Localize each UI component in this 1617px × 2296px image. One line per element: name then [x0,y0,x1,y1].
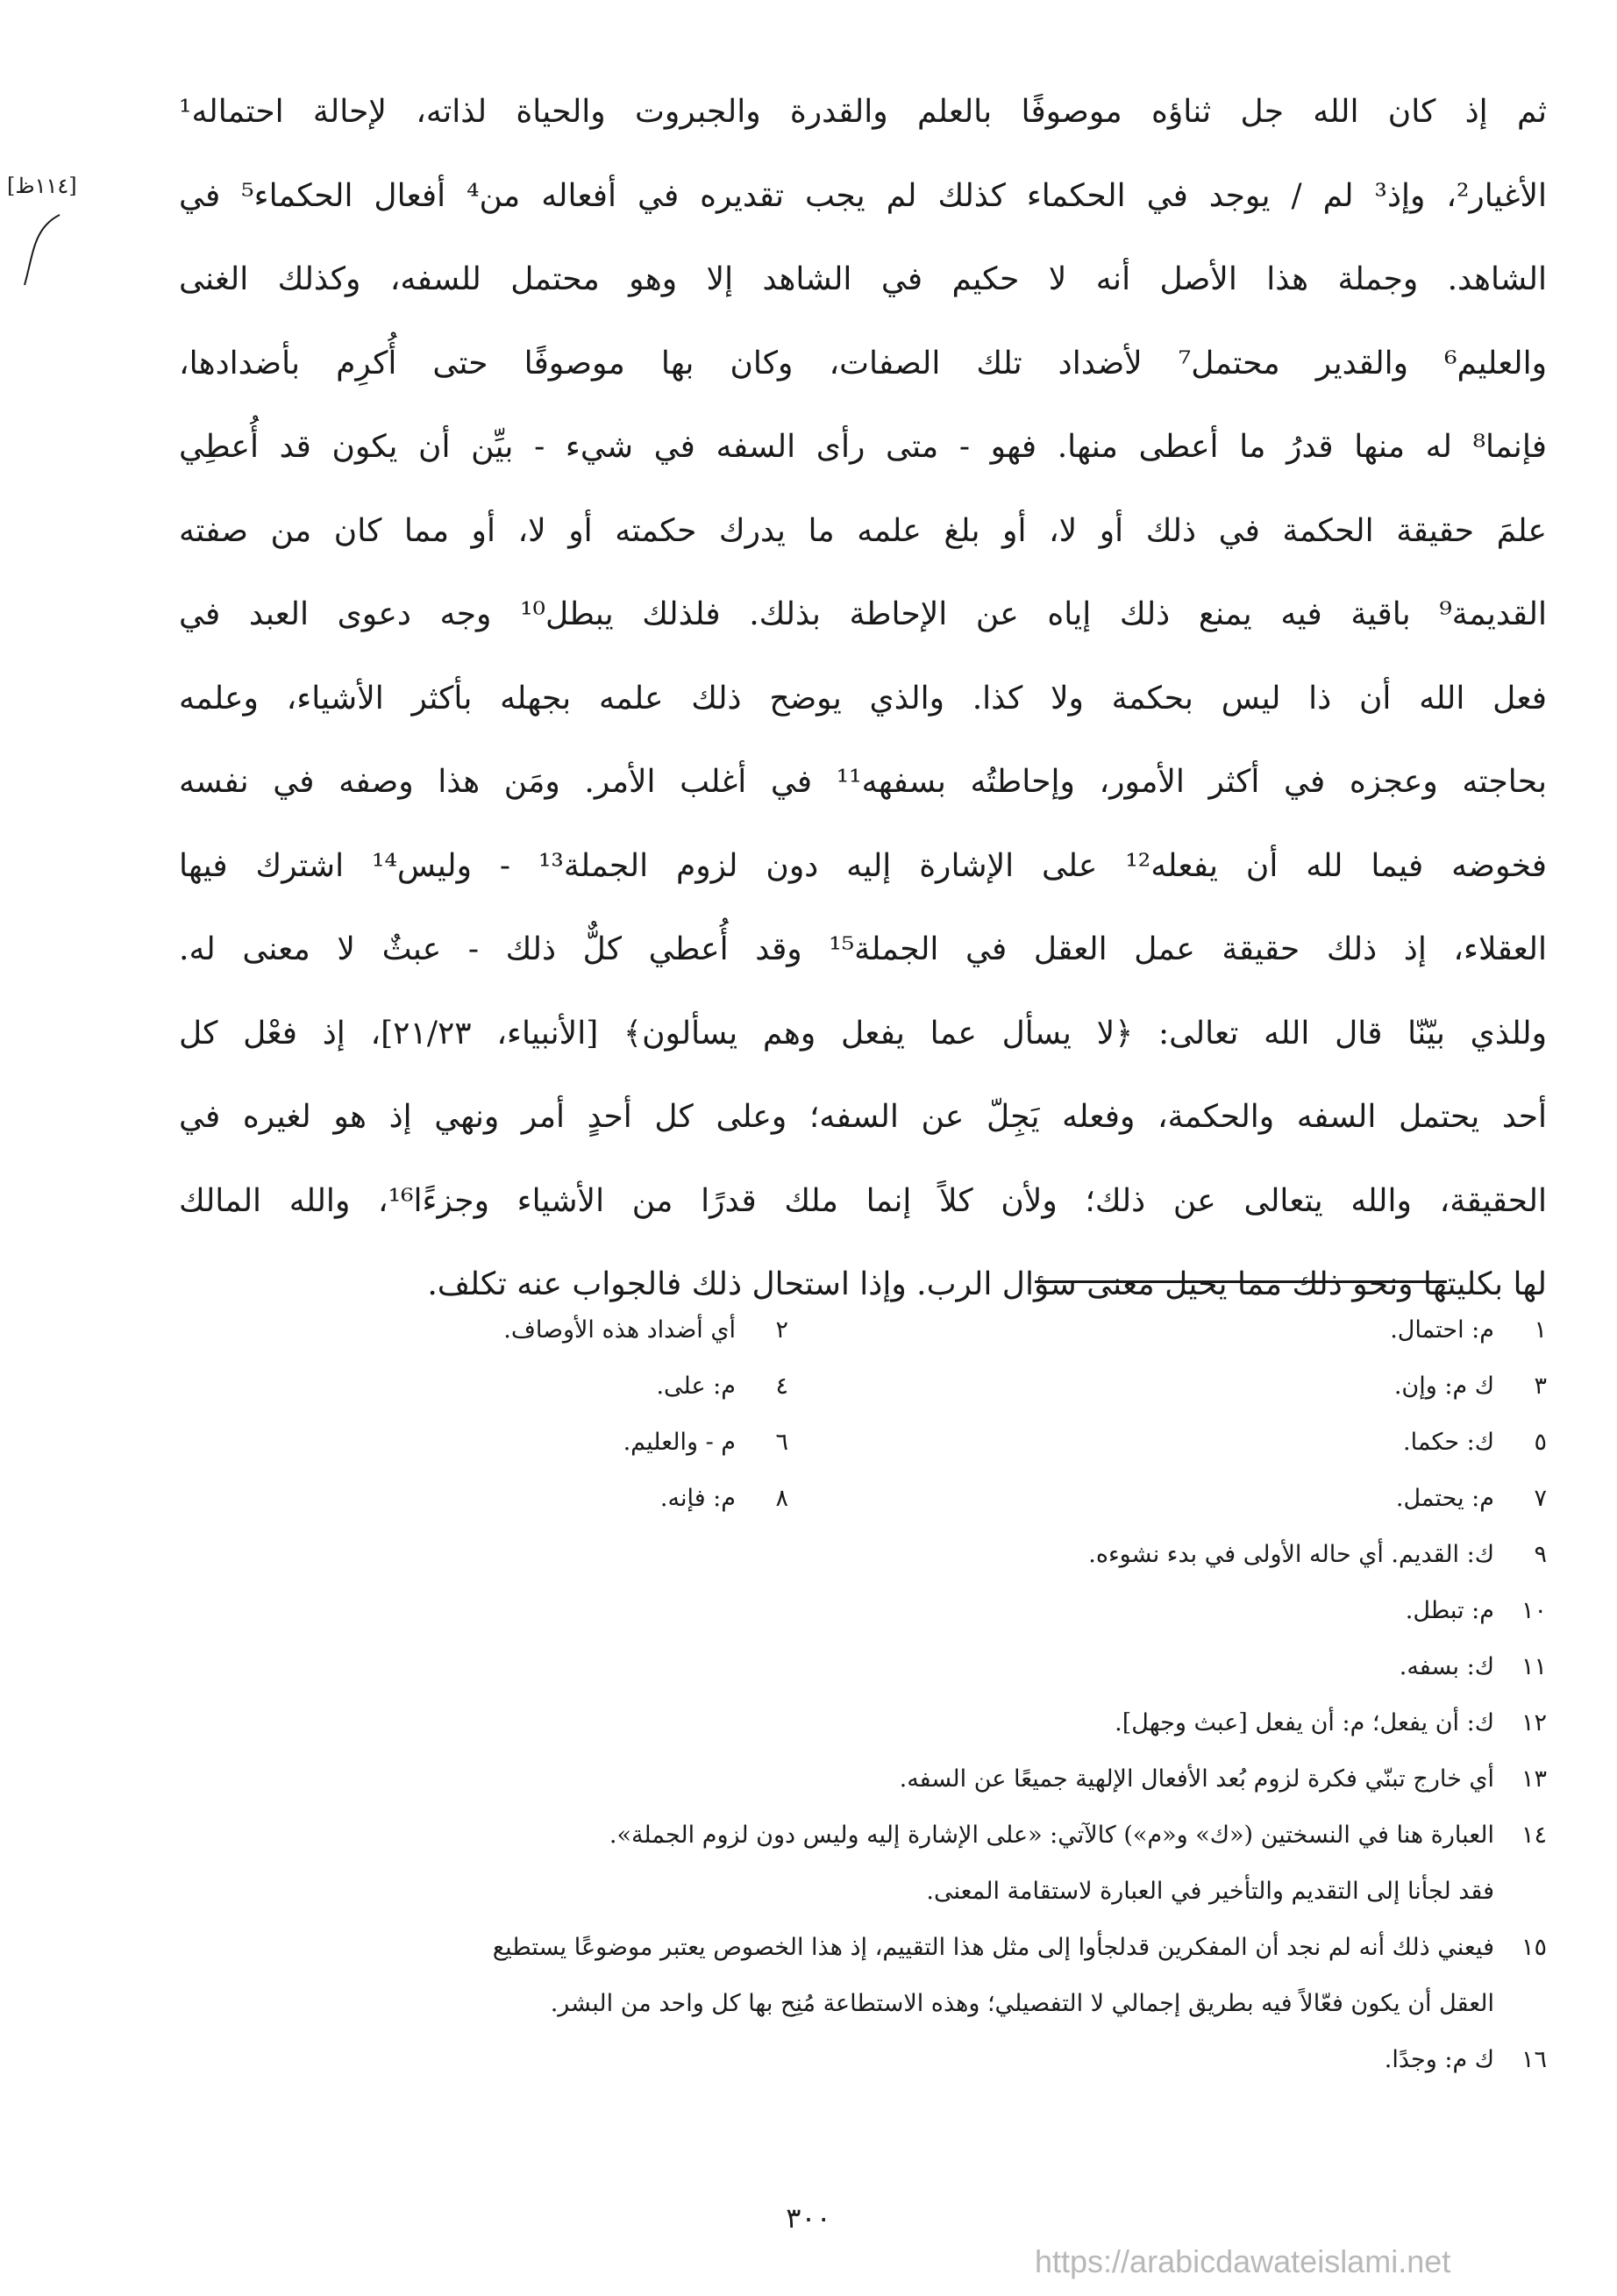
footnote-number: ٧ [1534,1485,1547,1512]
text-line: وللذي بيّنّا قال الله تعالى: ﴿لا يسأل عما يفعل وهم يسألون﴾ [الأنبياء، ٢١/٢٣]، إذ فعْل كل [179,1015,1547,1052]
text-line: الشاهد. وجملة هذا الأصل أنه لا حكيم في الشاهد إلا وهو محتمل للسفه، وكذلك الغنى [179,261,1547,297]
text-line: الأغيار²، وإذ³ لم / يوجد في الحكماء كذلك لم يجب تقديره في أفعاله من⁴ أفعال الحكماء⁵ في [179,177,1547,214]
footnote [823,1302,1547,1358]
footnote [823,1415,1547,1471]
footnote-text: أي خارج تبنّي فكرة لزوم بُعد الأفعال الإلهية جميعًا عن السفه. [899,1765,1494,1793]
text-line: والعليم⁶ والقدير محتمل⁷ لأضداد تلك الصفات، وكان بها موصوفًا حتى أُكرِم بأضدادها، [179,345,1547,381]
text-line: القديمة⁹ باقية فيه يمنع ذلك إياه عن الإحاطة بذلك. فلذلك يبطل¹⁰ وجه دعوى العبد في [179,596,1547,632]
footnote [65,1751,1547,1808]
footnote-text: أي أضداد هذه الأوصاف. [503,1316,736,1344]
footnote-number: ١٦ [1521,2046,1547,2073]
folio-margin-reference: [١١٤ظ] [7,174,77,198]
footnote-text: فقد لجأنا إلى التقديم والتأخير في العبارة لاستقامة المعنى. [926,1878,1494,1905]
footnote-text: م: احتمال. [1390,1316,1494,1344]
footnote [65,1471,788,1527]
footnote-number: ٥ [1534,1429,1547,1456]
footnote-text: م: على. [656,1373,736,1400]
footnote [823,1471,1547,1527]
text-line: أحد يحتمل السفه والحكمة، وفعله يَجِلّ عن السفه؛ وعلى كل أحدٍ أمر ونهي إذ هو لغيره في [179,1099,1547,1135]
footnote [65,1358,788,1415]
footnotes-two-column [65,1302,1547,1527]
text-line: علمَ حقيقة الحكمة في ذلك أو لا، أو بلغ علمه ما يدرك حكمته أو لا، أو مما كان من صفته [179,512,1547,549]
text-line: بحاجته وعجزه في أكثر الأمور، وإحاطتُه بسفهه¹¹ في أغلب الأمر. ومَن هذا وصفه في نفسه [179,764,1547,800]
footnote-text: ك م: وجدًا. [1384,2046,1494,2073]
footnote-text: ك م: وإن. [1393,1373,1494,1400]
watermark-url: https://arabicdawateislami.net [1035,2243,1451,2279]
footnote-text: م: تبطل. [1405,1597,1494,1624]
footnote [65,1639,1547,1695]
footnote [65,1302,788,1358]
footnote [823,1358,1547,1415]
text-line: ثم إذ كان الله جل ثناؤه موصوفًا بالعلم والقدرة والجبروت والحياة لذاته، لإحالة احتماله¹ [179,94,1547,130]
text-line: فعل الله أن ذا ليس بحكمة ولا كذا. والذي يوضح ذلك علمه بجهله بأكثر الأشياء، وعلمه [179,680,1547,717]
footnote-text: العقل أن يكون فعّالاً فيه بطريق إجمالي لا التفصيلي؛ وهذه الاستطاعة مُنِح بها كل واحد من البشر. [550,1990,1494,2017]
footnote-separator [1035,1280,1447,1283]
text-line: فإنما⁸ له منها قدرُ ما أعطى منها. فهو - متى رأى السفه في شيء - بيِّن أن يكون قد أُعطِي [179,429,1547,465]
footnote [65,1583,1547,1639]
footnote [65,1808,1547,1864]
text-line: العقلاء، إذ ذلك حقيقة عمل العقل في الجملة¹⁵ وقد أُعطي كلٌّ ذلك - عبثٌ لا معنى له. [179,931,1547,967]
footnote-text: م: يحتمل. [1395,1485,1494,1512]
footnote-number: ٢ [775,1316,788,1344]
footnote-number: ١٥ [1521,1934,1547,1961]
text-line: فخوضه فيما لله أن يفعله¹² على الإشارة إليه دون لزوم الجملة¹³ - وليس¹⁴ اشترك فيها [179,847,1547,884]
footnote-number: ٨ [775,1485,788,1512]
footnote-text: ك: بسفه. [1399,1653,1494,1680]
footnote-number: ٣ [1534,1373,1547,1400]
footnote-number: ٦ [775,1429,788,1456]
footnote-number: ١١ [1521,1653,1547,1680]
footnote [65,1920,1547,1976]
footnote-number: ١٤ [1521,1822,1547,1849]
footnote-number: ١ [1534,1316,1547,1344]
footnote [65,2032,1547,2088]
footnote-text: ك: أن يفعل؛ م: أن يفعل [عبث وجهل]. [1115,1709,1494,1736]
footnote-number: ١٢ [1521,1709,1547,1736]
footnote-text: ك: القديم. أي حاله الأولى في بدء نشوءه. [1088,1541,1494,1568]
margin-bracket-mark [16,210,68,289]
footnote-text: فيعني ذلك أنه لم نجد أن المفكرين قدلجأوا إلى مثل هذا التقييم، إذ هذا الخصوص يعتبر موضوعًا يستطيع [492,1934,1494,1961]
footnote-text: ك: حكما. [1403,1429,1494,1456]
footnote-number: ٤ [775,1373,788,1400]
footnote-text: م - والعليم. [623,1429,736,1456]
main-text [179,70,1547,1327]
footnote [65,1527,1547,1583]
footnote-continuation [65,1864,1547,1920]
page-number: ٣٠٠ [786,2201,831,2235]
footnote [65,1695,1547,1751]
footnote-text: م: فإنه. [659,1485,736,1512]
footnote [65,1415,788,1471]
footnote-continuation [65,1976,1547,2032]
footnote-text: العبارة هنا في النسختين («ك» و«م») كالآتي: «على الإشارة إليه وليس دون لزوم الجملة». [609,1822,1494,1849]
footnote-number: ٩ [1534,1541,1547,1568]
footnote-number: ١٣ [1521,1765,1547,1793]
footnote-number: ١٠ [1521,1597,1547,1624]
text-line: لها بكليتها ونحو ذلك مما يحيل معنى سؤال الرب. وإذا استحال ذلك فالجواب عنه تكلف. [427,1266,1547,1302]
text-line: الحقيقة، والله يتعالى عن ذلك؛ ولأن كلاً إنما ملك قدرًا من الأشياء وجزءًا¹⁶، والله المالك [179,1182,1547,1219]
footnotes [65,1302,1547,2088]
